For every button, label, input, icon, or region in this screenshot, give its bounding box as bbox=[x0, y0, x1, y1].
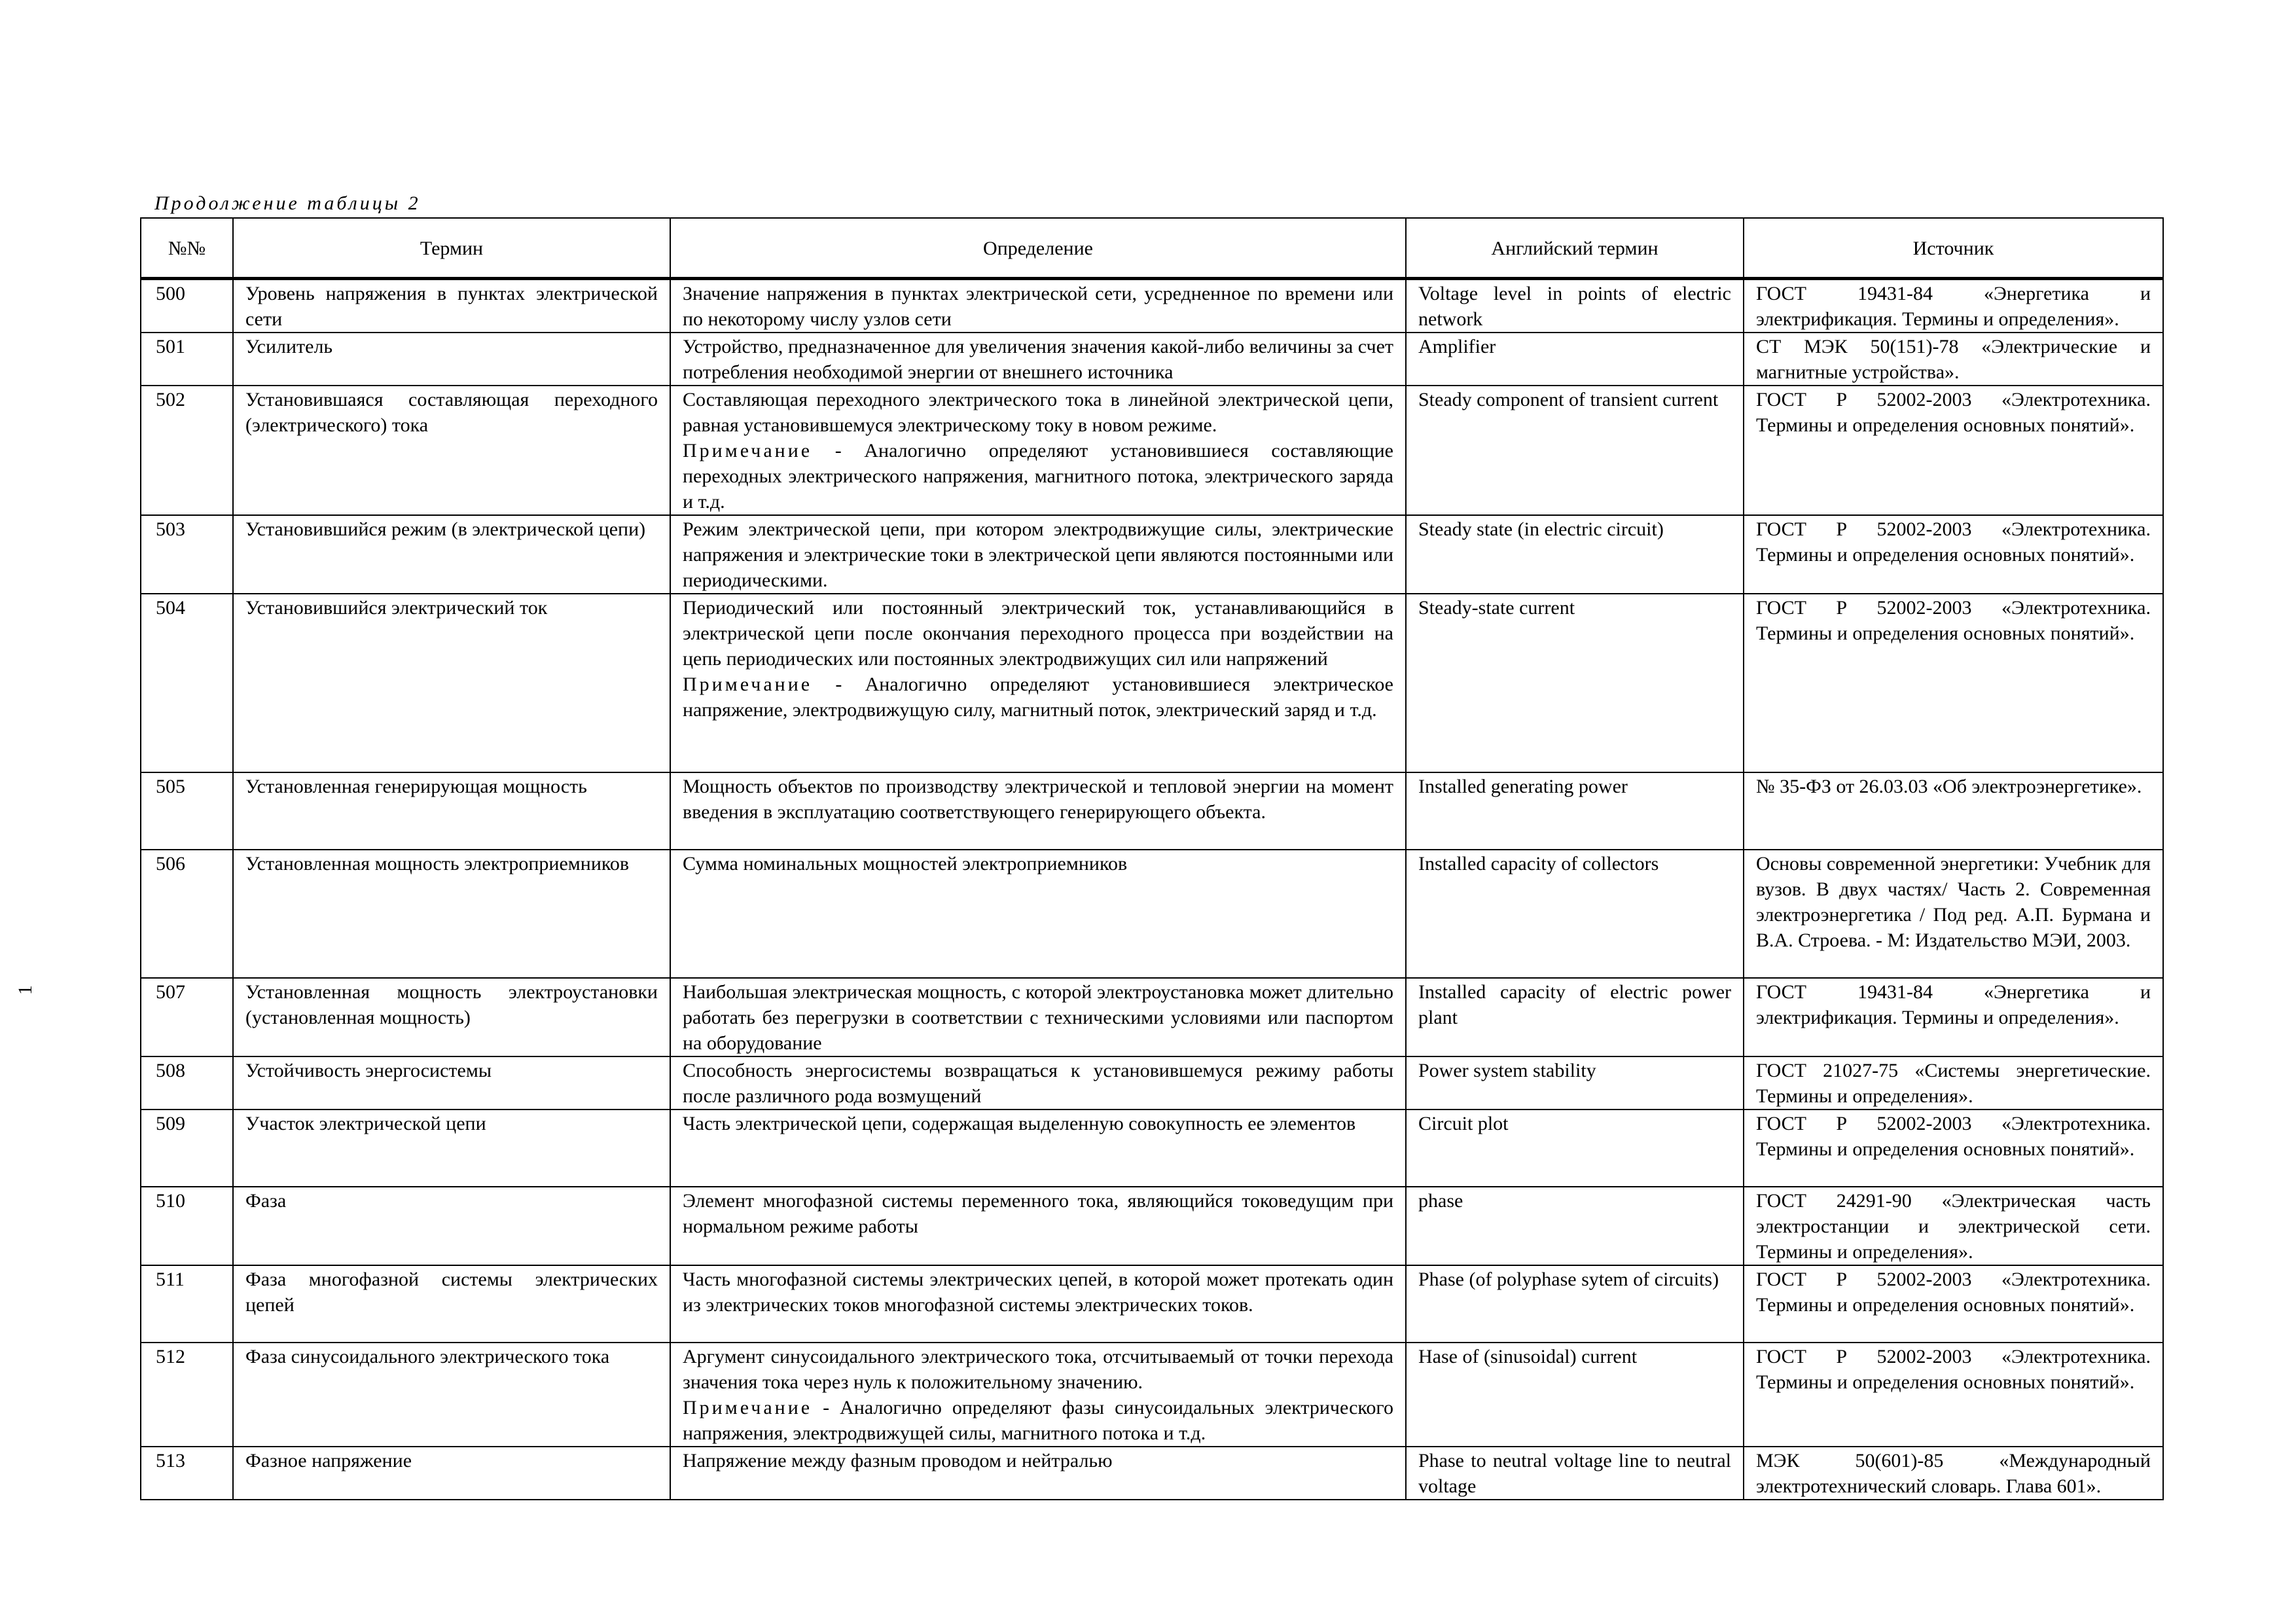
source-cell: ГОСТ 21027-75 «Системы энергетические. Термины и определения». bbox=[1744, 1056, 2163, 1110]
source-cell: ГОСТ 19431-84 «Энергетика и электрификация. Термины и определения». bbox=[1744, 978, 2163, 1056]
definition-text: Сумма номинальных мощностей электроприемников bbox=[683, 853, 1128, 875]
definition-cell bbox=[670, 1110, 1406, 1187]
row-number: 502 bbox=[141, 386, 233, 515]
terms-table bbox=[140, 217, 2164, 1500]
row-number: 512 bbox=[141, 1343, 233, 1447]
source-cell: Основы современной энергетики: Учебник для вузов. В двух частях/ Часть 2. Современная электроэнергетика / Под ред. А.П. Бурмана и В.А. Строева. - М: Издательство МЭИ, 2003. bbox=[1744, 850, 2163, 978]
table-row bbox=[141, 1447, 2163, 1500]
definition-text: Мощность объектов по производству электрической и тепловой энергии на момент введения в эксплуатацию соответствующего генерирующего объекта. bbox=[683, 776, 1393, 823]
definition-text: Элемент многофазной системы переменного тока, являющийся токоведущим при нормальном режиме работы bbox=[683, 1190, 1393, 1237]
source-cell: ГОСТ Р 52002-2003 «Электротехника. Термины и определения основных понятий». bbox=[1744, 594, 2163, 772]
note-label: Примечание bbox=[683, 1397, 813, 1418]
row-number: 509 bbox=[141, 1110, 233, 1187]
definition-text: Периодический или постоянный электрический ток, устанавливающийся в электрической цепи после окончания переходного процесса при воздействии на цепь периодических или постоянных электродвижущих сил или напряжений bbox=[683, 597, 1393, 670]
term-cell: Установленная генерирующая мощность bbox=[233, 772, 670, 850]
row-number: 500 bbox=[141, 279, 233, 333]
english-term-cell: Power system stability bbox=[1406, 1056, 1744, 1110]
table-header-row bbox=[141, 218, 2163, 279]
header-definition: Определение bbox=[670, 218, 1406, 279]
source-cell: СТ МЭК 50(151)-78 «Электрические и магнитные устройства». bbox=[1744, 333, 2163, 386]
row-number: 501 bbox=[141, 333, 233, 386]
table-row bbox=[141, 850, 2163, 978]
definition-text: Напряжение между фазным проводом и нейтралью bbox=[683, 1450, 1113, 1471]
definition-text: Способность энергосистемы возвращаться к установившемуся режиму работы после различного рода возмущений bbox=[683, 1060, 1393, 1107]
term-cell: Участок электрической цепи bbox=[233, 1110, 670, 1187]
definition-note bbox=[683, 1395, 1393, 1446]
definition-cell bbox=[670, 594, 1406, 772]
definition-cell bbox=[670, 279, 1406, 333]
note-label: Примечание bbox=[683, 674, 813, 695]
source-cell: ГОСТ Р 52002-2003 «Электротехника. Термины и определения основных понятий». bbox=[1744, 1265, 2163, 1343]
note-text: - Аналогично определяют установившиеся электрическое напряжение, электродвижущую силу, магнитный поток, электрический заряд и т.д. bbox=[683, 674, 1393, 721]
page-number: 1 bbox=[14, 985, 36, 995]
term-cell: Установившийся режим (в электрической цепи) bbox=[233, 515, 670, 594]
row-number: 513 bbox=[141, 1447, 233, 1500]
table-caption: Продолжение таблицы 2 bbox=[154, 192, 421, 214]
source-cell: ГОСТ Р 52002-2003 «Электротехника. Термины и определения основных понятий». bbox=[1744, 386, 2163, 515]
row-number: 505 bbox=[141, 772, 233, 850]
definition-note bbox=[683, 672, 1393, 723]
english-term-cell: Voltage level in points of electric network bbox=[1406, 279, 1744, 333]
definition-cell bbox=[670, 386, 1406, 515]
english-term-cell: Installed capacity of electric power plant bbox=[1406, 978, 1744, 1056]
header-num: №№ bbox=[141, 218, 233, 279]
english-term-cell: Hase of (sinusoidal) current bbox=[1406, 1343, 1744, 1447]
table-row bbox=[141, 1187, 2163, 1265]
definition-cell bbox=[670, 333, 1406, 386]
english-term-cell: Circuit plot bbox=[1406, 1110, 1744, 1187]
note-label: Примечание bbox=[683, 440, 813, 461]
table-row bbox=[141, 515, 2163, 594]
definition-cell bbox=[670, 515, 1406, 594]
table-row bbox=[141, 1056, 2163, 1110]
english-term-cell: phase bbox=[1406, 1187, 1744, 1265]
row-number: 510 bbox=[141, 1187, 233, 1265]
table-row bbox=[141, 386, 2163, 515]
source-cell: № 35-ФЗ от 26.03.03 «Об электроэнергетике». bbox=[1744, 772, 2163, 850]
table-row bbox=[141, 978, 2163, 1056]
table-row bbox=[141, 772, 2163, 850]
definition-text: Составляющая переходного электрического тока в линейной электрической цепи, равная установившемуся электрическому току в новом режиме. bbox=[683, 389, 1393, 436]
definition-text: Аргумент синусоидального электрического тока, отсчитываемый от точки перехода значения тока через нуль к положительному значению. bbox=[683, 1346, 1393, 1393]
english-term-cell: Amplifier bbox=[1406, 333, 1744, 386]
definition-text: Устройство, предназначенное для увеличения значения какой-либо величины за счет потребления необходимой энергии от внешнего источника bbox=[683, 336, 1393, 383]
definition-cell bbox=[670, 850, 1406, 978]
row-number: 508 bbox=[141, 1056, 233, 1110]
definition-cell bbox=[670, 978, 1406, 1056]
english-term-cell: Phase (of polyphase sytem of circuits) bbox=[1406, 1265, 1744, 1343]
table-row bbox=[141, 594, 2163, 772]
header-term: Термин bbox=[233, 218, 670, 279]
term-cell: Фаза многофазной системы электрических цепей bbox=[233, 1265, 670, 1343]
table-row bbox=[141, 279, 2163, 333]
source-cell: ГОСТ Р 52002-2003 «Электротехника. Термины и определения основных понятий». bbox=[1744, 515, 2163, 594]
definition-text: Режим электрической цепи, при котором электродвижущие силы, электрические напряжения и электрические токи в электрической цепи являются постоянными или периодическими. bbox=[683, 518, 1393, 591]
row-number: 511 bbox=[141, 1265, 233, 1343]
note-text: - Аналогично определяют фазы синусоидальных электрического напряжения, электродвижущей силы, магнитного потока и т.д. bbox=[683, 1397, 1393, 1444]
source-cell: ГОСТ Р 52002-2003 «Электротехника. Термины и определения основных понятий». bbox=[1744, 1343, 2163, 1447]
definition-cell bbox=[670, 1056, 1406, 1110]
term-cell: Установившийся электрический ток bbox=[233, 594, 670, 772]
term-cell: Установленная мощность электроприемников bbox=[233, 850, 670, 978]
english-term-cell: Steady state (in electric circuit) bbox=[1406, 515, 1744, 594]
definition-cell bbox=[670, 1187, 1406, 1265]
source-cell: МЭК 50(601)-85 «Международный электротехнический словарь. Глава 601». bbox=[1744, 1447, 2163, 1500]
table-body bbox=[141, 279, 2163, 1500]
english-term-cell: Steady-state current bbox=[1406, 594, 1744, 772]
term-cell: Фазное напряжение bbox=[233, 1447, 670, 1500]
row-number: 504 bbox=[141, 594, 233, 772]
term-cell: Фаза синусоидального электрического тока bbox=[233, 1343, 670, 1447]
term-cell: Фаза bbox=[233, 1187, 670, 1265]
definition-text: Часть многофазной системы электрических цепей, в которой может протекать один из электрических токов многофазной системы электрических токов. bbox=[683, 1269, 1393, 1316]
english-term-cell: Installed capacity of collectors bbox=[1406, 850, 1744, 978]
english-term-cell: Phase to neutral voltage line to neutral voltage bbox=[1406, 1447, 1744, 1500]
definition-text: Значение напряжения в пунктах электрической сети, усредненное по времени или по некоторому числу узлов сети bbox=[683, 283, 1393, 330]
row-number: 507 bbox=[141, 978, 233, 1056]
header-english: Английский термин bbox=[1406, 218, 1744, 279]
header-source: Источник bbox=[1744, 218, 2163, 279]
source-cell: ГОСТ 19431-84 «Энергетика и электрификация. Термины и определения». bbox=[1744, 279, 2163, 333]
term-cell: Уровень напряжения в пунктах электрической сети bbox=[233, 279, 670, 333]
definition-cell bbox=[670, 772, 1406, 850]
english-term-cell: Steady component of transient current bbox=[1406, 386, 1744, 515]
row-number: 503 bbox=[141, 515, 233, 594]
term-cell: Установленная мощность электроустановки (установленная мощность) bbox=[233, 978, 670, 1056]
definition-cell bbox=[670, 1447, 1406, 1500]
term-cell: Установившаяся составляющая переходного (электрического) тока bbox=[233, 386, 670, 515]
definition-cell bbox=[670, 1343, 1406, 1447]
table-row bbox=[141, 1343, 2163, 1447]
term-cell: Устойчивость энергосистемы bbox=[233, 1056, 670, 1110]
definition-text: Наибольшая электрическая мощность, с которой электроустановка может длительно работать без перегрузки в соответствии с техническими условиями или паспортом на оборудование bbox=[683, 981, 1393, 1054]
term-cell: Усилитель bbox=[233, 333, 670, 386]
table-row bbox=[141, 1265, 2163, 1343]
source-cell: ГОСТ Р 52002-2003 «Электротехника. Термины и определения основных понятий». bbox=[1744, 1110, 2163, 1187]
table-row bbox=[141, 1110, 2163, 1187]
definition-note bbox=[683, 438, 1393, 514]
table-row bbox=[141, 333, 2163, 386]
source-cell: ГОСТ 24291-90 «Электрическая часть электростанции и электрической сети. Термины и определения». bbox=[1744, 1187, 2163, 1265]
note-text: - Аналогично определяют установившиеся составляющие переходных электрического напряжения, магнитного потока, электрического заряда и т.д. bbox=[683, 440, 1393, 513]
definition-text: Часть электрической цепи, содержащая выделенную совокупность ее элементов bbox=[683, 1113, 1356, 1134]
english-term-cell: Installed generating power bbox=[1406, 772, 1744, 850]
row-number: 506 bbox=[141, 850, 233, 978]
definition-cell bbox=[670, 1265, 1406, 1343]
